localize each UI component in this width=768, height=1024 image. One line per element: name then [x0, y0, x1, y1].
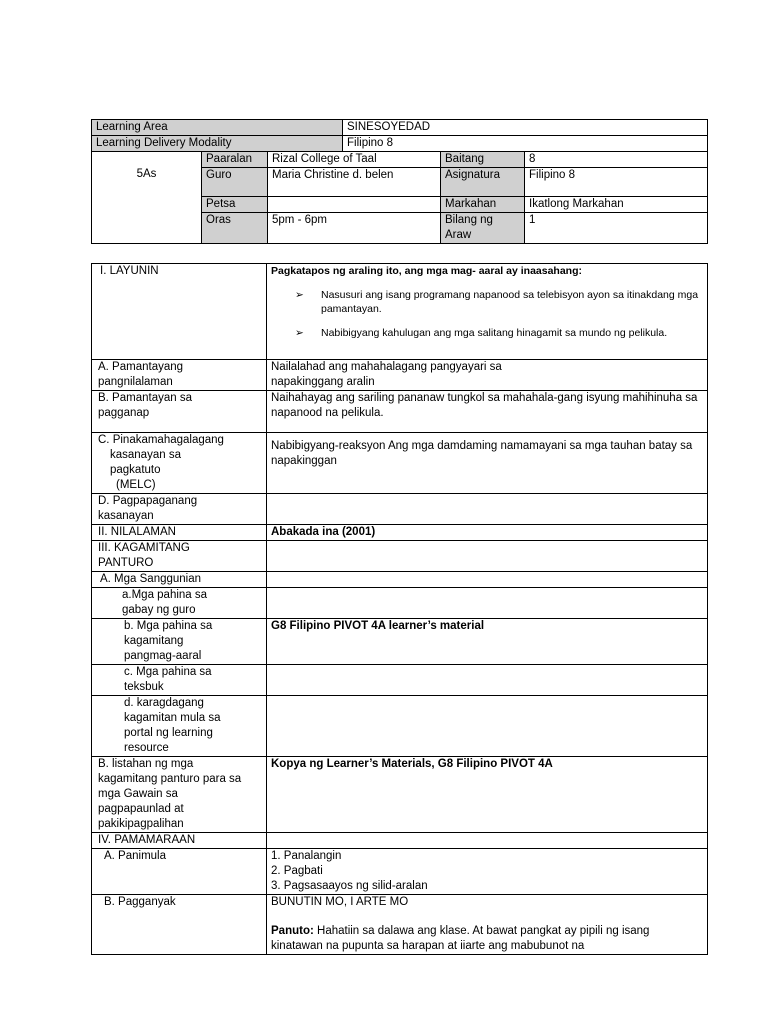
kagamitang-panturo-label: III. KAGAMITANG PANTURO	[92, 541, 267, 572]
kagamitang-pangmag-aaral-label: b. Mga pahina sa kagamitang pangmag-aaral	[92, 619, 267, 665]
sanggunian-value	[267, 572, 708, 588]
nilalaman-label: II. NILALAMAN	[92, 525, 267, 541]
pagganyak-content	[267, 895, 708, 955]
pamantayang-pangnilalaman-value: Nailalahad ang mahahalagang pangyayari sa napakinggang aralin	[267, 360, 708, 391]
teksbuk-label: c. Mga pahina sa teksbuk	[92, 665, 267, 696]
pamantayang-pangnilalaman-label: A. Pamantayang pangnilalaman	[92, 360, 267, 391]
lesson-plan-table	[91, 263, 708, 955]
paaralan-label: Paaralan	[202, 152, 268, 168]
guro-label: Guro	[202, 168, 268, 197]
oras-value: 5pm - 6pm	[268, 213, 441, 244]
melc-label: C. Pinakamahagalagang kasanayan sa pagkatuto (MELC)	[92, 433, 267, 494]
kagamitang-panturo-value	[267, 541, 708, 572]
layunin-bullet-2-text: Nabibigyang kahulugan ang mga salitang hinagamit sa mundo ng pelikula.	[321, 327, 668, 339]
lesson-info-table	[91, 119, 708, 244]
gabay-guro-label: a.Mga pahina sa gabay ng guro	[92, 588, 267, 619]
panimula-list	[267, 849, 708, 895]
pagganyak-panuto	[271, 924, 703, 954]
layunin-bullet-1	[271, 288, 703, 316]
asignatura-label: Asignatura	[441, 168, 525, 197]
panimula-item: 3. Pagsasaayos ng silid-aralan	[271, 880, 428, 892]
pagpapaganang-kasanayan-value	[267, 494, 708, 525]
petsa-value	[268, 197, 441, 213]
gabay-guro-value	[267, 588, 708, 619]
learning-area-label: Learning Area	[92, 120, 343, 136]
arrow-bullet-icon: ➢	[295, 289, 304, 301]
pamantayan-pagganap-value: Naihahayag ang sariling pananaw tungkol sa mahahala-gang isyung mahihinuha sa napanood na pelikula.	[267, 391, 708, 433]
melc-value: Nabibigyang-reaksyon Ang mga damdaming namamayani sa mga tauhan batay sa napakinggan	[267, 433, 708, 494]
portal-resource-value	[267, 696, 708, 757]
panuto-label: Panuto:	[271, 925, 314, 937]
layunin-intro: Pagkatapos ng araling ito, ang mga mag- aaral ay inaasahang:	[271, 265, 583, 277]
oras-label: Oras	[202, 213, 268, 244]
markahan-value: Ikatlong Markahan	[525, 197, 708, 213]
pamamaraan-label: IV. PAMAMARAAN	[92, 833, 267, 849]
kagamitang-pangmag-aaral-value: G8 Filipino PIVOT 4A learner’s material	[267, 619, 708, 665]
listahan-kagamitan-label: B. listahan ng mga kagamitang panturo para sa mga Gawain sa pagpapaunlad at pakikipagpalihan	[92, 757, 267, 833]
pagganyak-title: BUNUTIN MO, I ARTE MO	[271, 896, 409, 908]
pamamaraan-value	[267, 833, 708, 849]
pamantayan-pagganap-label: B. Pamantayan sa pagganap	[92, 391, 267, 433]
layunin-label: I. LAYUNIN	[92, 264, 267, 360]
baitang-value: 8	[525, 152, 708, 168]
paaralan-value: Rizal College of Taal	[268, 152, 441, 168]
learning-area-value: SINESOYEDAD	[343, 120, 708, 136]
panimula-label: A. Panimula	[92, 849, 267, 895]
petsa-label: Petsa	[202, 197, 268, 213]
bilang-value: 1	[525, 213, 708, 244]
modality-value: Filipino 8	[343, 136, 708, 152]
approach-label: 5As	[92, 152, 202, 244]
baitang-label: Baitang	[441, 152, 525, 168]
layunin-content	[267, 264, 708, 360]
teksbuk-value	[267, 665, 708, 696]
asignatura-value: Filipino 8	[525, 168, 708, 197]
panimula-item: 1. Panalangin	[271, 850, 342, 862]
panimula-item: 2. Pagbati	[271, 865, 323, 877]
listahan-kagamitan-value: Kopya ng Learner’s Materials, G8 Filipino PIVOT 4A	[267, 757, 708, 833]
layunin-bullet-2	[271, 326, 703, 340]
modality-label: Learning Delivery Modality	[92, 136, 343, 152]
pagganyak-label: B. Pagganyak	[92, 895, 267, 955]
panuto-text: Hahatiin sa dalawa ang klase. At bawat pangkat ay pipili ng isang kinatawan na pupunta sa harapan at iiarte ang mabubunot na	[271, 925, 650, 952]
pagpapaganang-kasanayan-label: D. Pagpapaganang kasanayan	[92, 494, 267, 525]
layunin-bullet-1-text: Nasusuri ang isang programang napanood sa telebisyon ayon sa itinakdang mga pamantayan.	[321, 289, 699, 315]
markahan-label: Markahan	[441, 197, 525, 213]
nilalaman-value: Abakada ina (2001)	[267, 525, 708, 541]
portal-resource-label: d. karagdagang kagamitan mula sa portal ng learning resource	[92, 696, 267, 757]
guro-value: Maria Christine d. belen	[268, 168, 441, 197]
bilang-label: Bilang ng Araw	[441, 213, 525, 244]
sanggunian-label: A. Mga Sanggunian	[92, 572, 267, 588]
arrow-bullet-icon: ➢	[295, 327, 304, 339]
